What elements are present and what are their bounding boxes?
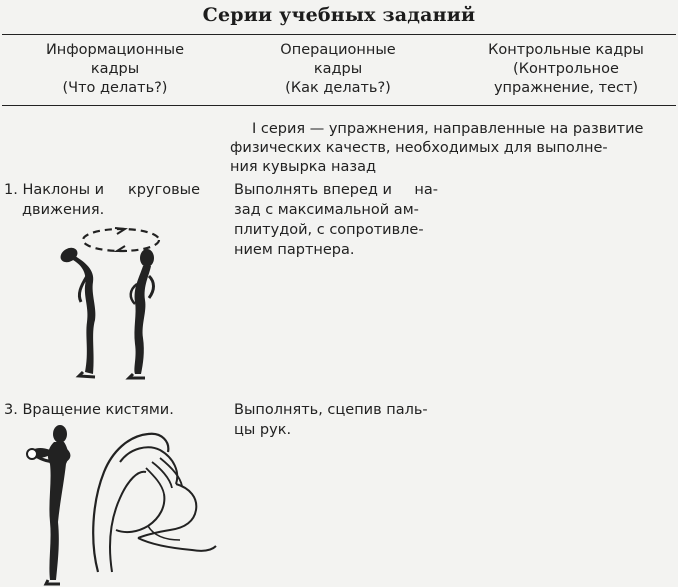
column-header-line: (Как делать?) [285, 80, 391, 96]
item-name-word: Наклоны и [22, 182, 105, 198]
column-header-line: Информационные [45, 42, 185, 58]
instruction-line: Выполнять, сцепив паль- [234, 402, 428, 418]
item-number: 1. [4, 182, 18, 198]
item-name-line: движения. [22, 202, 105, 218]
item-number: 3. [4, 402, 18, 418]
item-name-word: Вращение кистями. [22, 402, 174, 418]
column-header-line: Контрольные кадры [488, 42, 644, 58]
table-header-rule [2, 105, 676, 106]
column-header-informational [20, 41, 210, 98]
column-header-control [466, 41, 666, 98]
column-header-line: упражнение, тест) [493, 80, 639, 96]
item-1-name [4, 180, 224, 220]
instruction-line: зад с максимальной ам- [234, 202, 419, 218]
item-name-line [4, 180, 200, 200]
column-header-line: кадры [90, 61, 140, 77]
instruction-line: цы рук. [234, 422, 292, 438]
item-name-line [4, 400, 224, 420]
column-header-line: Операционные [280, 42, 396, 58]
column-header-operational [248, 41, 428, 98]
item-name-part: круговые [128, 182, 200, 198]
page-title: Серии учебных заданий [202, 4, 476, 26]
wrist-rotation-illustration [20, 422, 220, 587]
instruction-line [234, 180, 438, 200]
series-line: I серия — упражнения, направленные на развитие [252, 121, 644, 137]
item-3-name [4, 400, 224, 420]
instruction-part: Выполнять вперед и [234, 182, 392, 198]
item-name-part [4, 180, 104, 200]
table-top-rule [2, 34, 676, 35]
instruction-line: плитудой, с сопротивле- [234, 222, 424, 238]
column-header-line: (Что делать?) [62, 80, 168, 96]
series-line: ния кувырка назад [230, 159, 377, 175]
column-header-line: (Контрольное [513, 61, 619, 77]
series-heading [230, 120, 644, 177]
column-header-line: кадры [313, 61, 363, 77]
item-3-instruction [234, 400, 449, 440]
bending-figures-illustration [55, 224, 185, 394]
instruction-part: на- [414, 182, 438, 198]
instruction-line: нием партнера. [234, 242, 355, 258]
item-1-instruction [234, 180, 449, 260]
series-line: физических качеств, необходимых для выполне- [230, 140, 608, 156]
